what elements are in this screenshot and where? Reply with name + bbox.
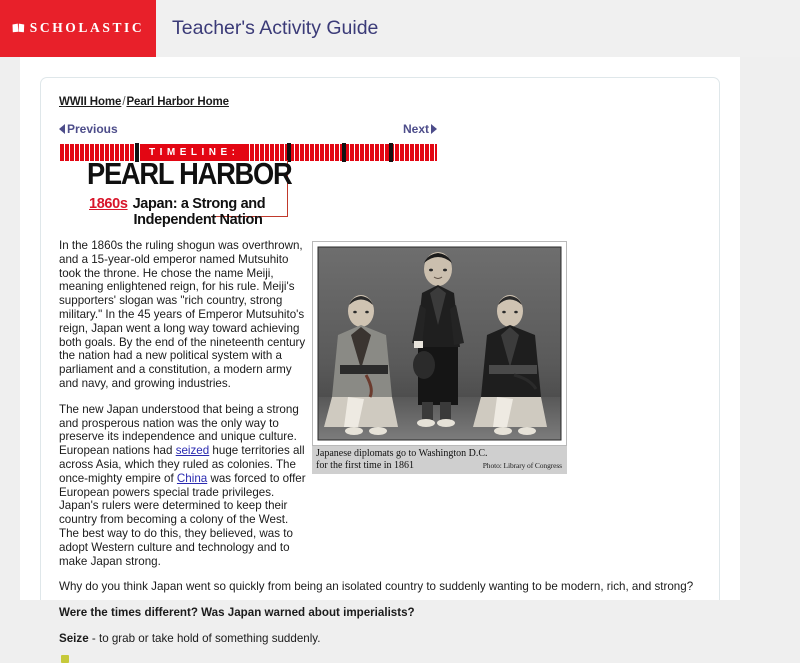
photo-caption bbox=[312, 446, 567, 474]
timeline-label: TIMELINE: bbox=[143, 144, 246, 161]
breadcrumb-link-wwii-home[interactable]: WWII Home bbox=[59, 96, 122, 108]
content-card bbox=[40, 77, 720, 646]
paragraph-2-segment-2: huge territories all across Asia, which they ruled as colonies. The once-mighty empire of bbox=[59, 444, 305, 485]
glossary-definition: to grab or take hold of something suddenly. bbox=[98, 632, 321, 646]
glossary-entry bbox=[59, 632, 707, 645]
article-paragraph-1: In the 1860s the ruling shogun was overthrown, and a 15-year-old emperor named Mutsuhito took the throne. He chose the name Meiji, meaning enlightened reign, for his rule. Meiji's supporters' slogan was "rich country, strong military." In the 45 years of Emperor Mutsuhito's reign, Japan went a long way toward achieving both goals. By the end of the nineteenth century the nation had a new political system with a parliament and a constitution, a modern army and navy, and growing industries. bbox=[59, 239, 306, 390]
triangle-left-icon bbox=[59, 124, 65, 134]
pearl-harbor-heading: PEARL HARBOR bbox=[87, 156, 292, 191]
photo-frame bbox=[312, 241, 567, 446]
article-body bbox=[59, 239, 719, 568]
article-paragraph-2 bbox=[59, 403, 309, 569]
open-book-icon bbox=[12, 23, 25, 33]
previous-label: Previous bbox=[67, 122, 118, 136]
scholastic-logo[interactable] bbox=[0, 0, 156, 57]
historical-photograph-japanese-diplomats bbox=[318, 247, 561, 440]
subtitle-line-1 bbox=[89, 196, 349, 212]
glossary-dash: - bbox=[88, 632, 99, 646]
breadcrumb-separator: / bbox=[122, 96, 126, 108]
next-label: Next bbox=[402, 122, 429, 136]
breadcrumb bbox=[59, 96, 704, 108]
subtitle-line-2: Independent Nation bbox=[133, 212, 263, 228]
photo-credit: Photo: Library of Congress bbox=[482, 460, 562, 470]
link-china[interactable]: China bbox=[176, 471, 208, 485]
subtitle-text-1: Japan: a Strong and bbox=[132, 196, 266, 212]
breadcrumb-link-pearl-harbor-home[interactable]: Pearl Harbor Home bbox=[126, 96, 229, 108]
caption-line-1: Japanese diplomats go to Washington D.C. bbox=[316, 448, 488, 459]
bold-question: Were the times different? Was Japan warned about imperialists? bbox=[59, 606, 415, 620]
bullet-marker-icon bbox=[61, 655, 69, 663]
previous-link[interactable] bbox=[59, 122, 118, 136]
bottom-section bbox=[59, 580, 707, 663]
text-column bbox=[59, 239, 309, 568]
open-question: Why do you think Japan went so quickly from being an isolated country to suddenly wanting to be modern, rich, and strong? bbox=[59, 580, 694, 594]
glossary-term: Seize bbox=[59, 632, 89, 646]
next-link[interactable] bbox=[403, 122, 437, 136]
triangle-right-icon bbox=[431, 124, 437, 134]
timeline-marker[interactable] bbox=[389, 143, 393, 162]
scholastic-wordmark: SCHOLASTIC bbox=[29, 19, 145, 35]
caption-line-2: for the first time in 1861 bbox=[316, 459, 415, 471]
photo-figure bbox=[312, 241, 567, 474]
era-label: 1860s bbox=[89, 196, 128, 212]
glossary-link-seized[interactable]: seized bbox=[175, 444, 210, 458]
pager-row bbox=[59, 122, 437, 138]
site-header bbox=[0, 0, 800, 57]
timeline-marker[interactable] bbox=[342, 143, 346, 162]
timeline-graphic bbox=[59, 144, 439, 239]
paragraph-2-segment-3: was forced to offer European powers special trade privileges. Japan's rulers were determined to keep their country from becoming a colony of the West. The best way to do this, they believed, was to adopt Western culture and technology and to make Japan strong. bbox=[59, 471, 306, 568]
paragraph-2-segment-1: The new Japan understood that being a strong and prosperous nation was the only way to preserve its independence and unique culture. European nations had bbox=[59, 402, 299, 458]
page-title: Teacher's Activity Guide bbox=[172, 17, 379, 39]
